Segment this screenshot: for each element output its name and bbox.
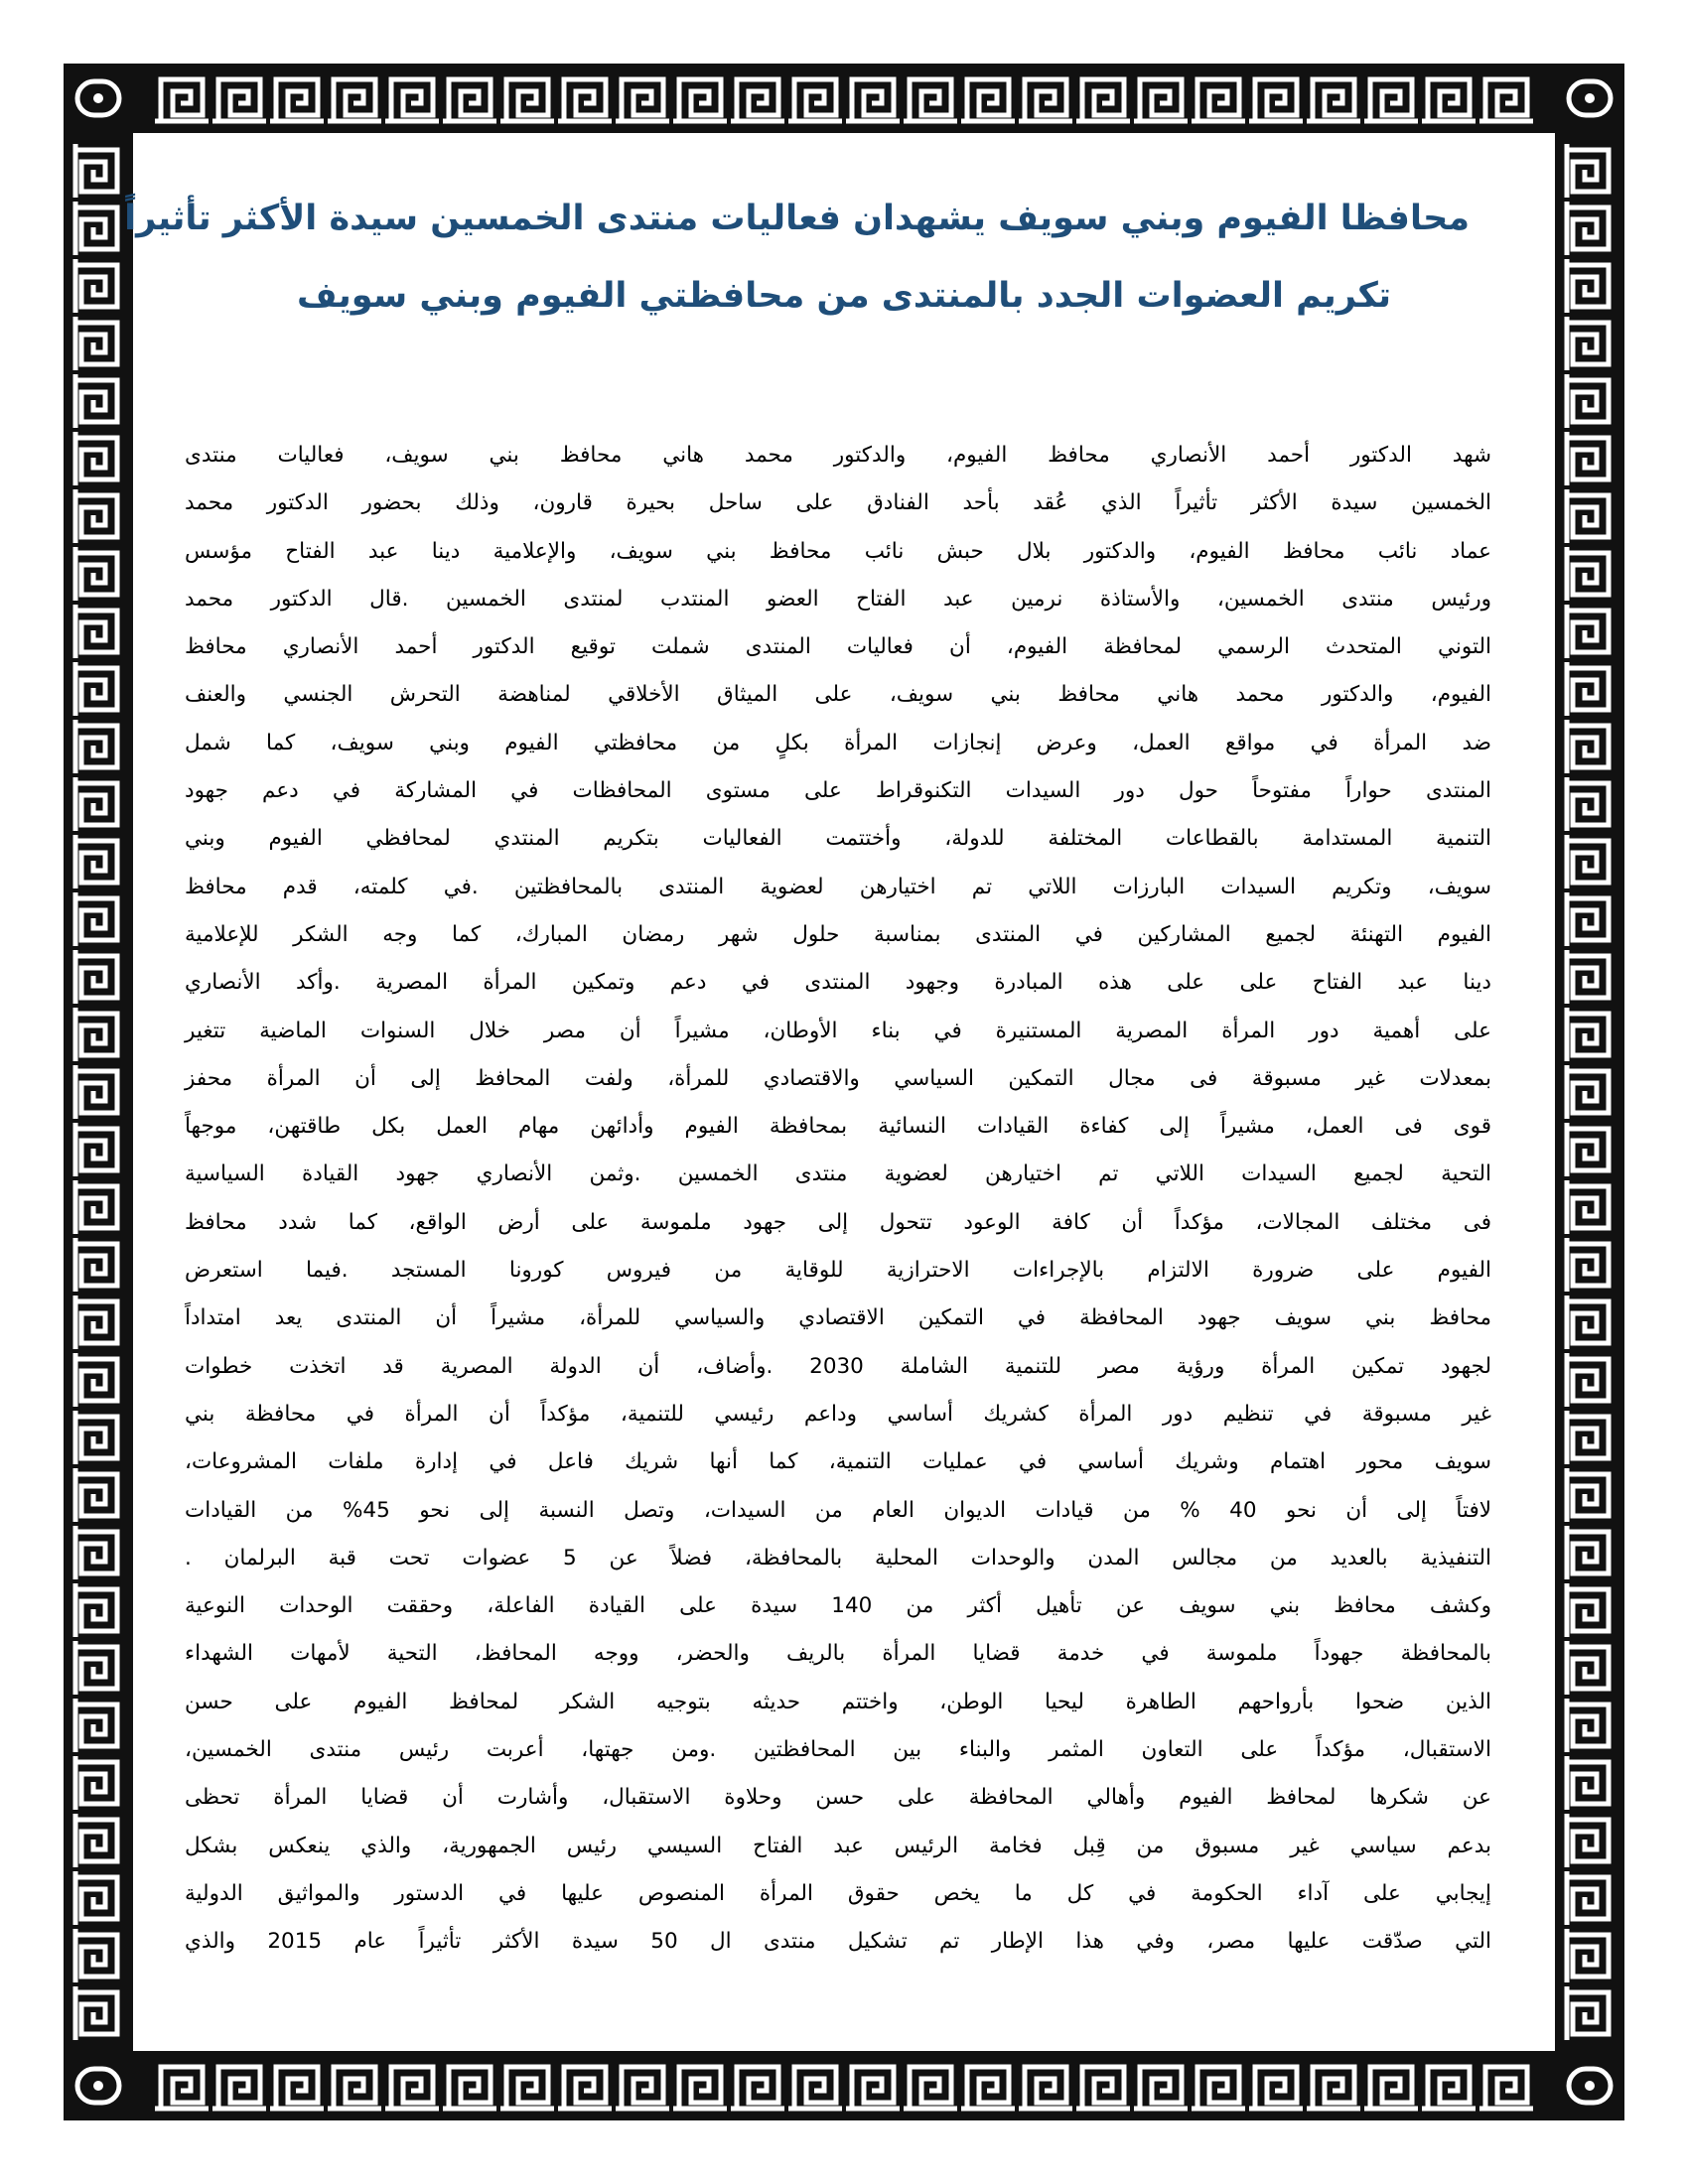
greek-key-tile-icon [443,79,496,121]
greek-key-tile-icon [1192,79,1245,121]
body-line: سويف، وتكريم السيدات البارزات اللاتي تم اختيارهن لعضوية المنتدى بالمحافظتين .في كلمته، قدم محافظ [185,874,1491,899]
greek-key-tile-icon [1567,1296,1609,1349]
body-line: بدعم سياسي غير مسبوق من قِبل فخامة الرئيس عبد الفتاح السيسي رئيس الجمهورية، والذي ينعكس بشكل [185,1833,1491,1858]
body-line: التوني المتحدث الرسمي لمحافظة الفيوم، أن فعاليات المنتدى شملت توقيع الدكتور أحمد الأنصاري محافظ [185,634,1491,660]
greek-key-tile-icon [75,950,117,1004]
greek-key-tile-icon [1567,835,1609,888]
body-line: دينا عبد الفتاح على على هذه المبادرة وجهود المنتدى في دعم وتمكين المرأة المصرية .وأكد الأنصاري [185,970,1491,996]
greek-key-tile-icon [500,2067,554,2109]
body-line: لجهود تمكين المرأة ورؤية مصر للتنمية الشاملة 2030 .وأضاف، أن الدولة المصرية قد اتخذت خطوات [185,1353,1491,1379]
greek-key-tile-icon [1567,1814,1609,1867]
greek-key-tile-icon [75,1008,117,1061]
body-line: الذين ضحوا بأرواحهم الطاهرة ليحيا الوطن، واختتم حديثه بتوجيه الشكر لمحافظ الفيوم على حسن [185,1689,1491,1714]
greek-key-tile-icon [1134,79,1188,121]
body-line: ضد المرأة في مواقع العمل، وعرض إنجازات المرأة بكلٍ من محافظتي الفيوم وبني سويف، كما شمل [185,730,1491,755]
article-body [185,432,1491,1967]
subheadline: تكريم العضوات الجدد بالمنتدى من محافظتي الفيوم وبني سويف [296,276,1392,316]
corner-ornament-icon [1555,2051,1624,2120]
greek-key-border-bottom [153,2057,1535,2115]
greek-key-tile-icon [1567,144,1609,198]
greek-key-tile-icon [75,259,117,313]
greek-key-tile-icon [904,79,957,121]
greek-key-tile-icon [75,374,117,428]
corner-ornament-icon [64,2051,133,2120]
greek-key-tile-icon [155,2067,209,2109]
body-line: لافتاً إلى أن نحو 40 % من قيادات الديوان العام من السيدات، وتصل النسبة إلى نحو 45% من القيادات [185,1497,1491,1523]
greek-key-tile-icon [904,2067,957,2109]
greek-key-tile-icon [846,2067,900,2109]
greek-key-tile-icon [75,1583,117,1637]
greek-key-tile-icon [1019,79,1072,121]
body-line: على أهمية دور المرأة المصرية المستنيرة في بناء الأوطان، مشيراً أن مصر خلال السنوات الماضية تتغير [185,1018,1491,1043]
greek-key-tile-icon [75,1065,117,1119]
greek-key-tile-icon [1076,79,1130,121]
body-line: ورئيس منتدى الخمسين، والأستاذة نرمين عبد الفتاح العضو المنتدب لمنتدى الخمسين .قال الدكتور محمد [185,586,1491,612]
body-line: فى مختلف المجالات، مؤكداً أن كافة الوعود تتحول إلى جهود ملموسة على أرض الواقع، كما شدد محافظ [185,1209,1491,1235]
greek-key-tile-icon [1567,1468,1609,1522]
body-line: غير مسبوقة في تنظيم دور المرأة كشريك أساسي وداعم رئيسي للتنمية، مؤكداً أن المرأة في محافظة بني [185,1401,1491,1427]
greek-key-tile-icon [1567,1871,1609,1925]
greek-key-tile-icon [75,1986,117,2040]
greek-key-tile-icon [75,1929,117,1982]
body-line: سويف محور اهتمام وشريك أساسي في عمليات التنمية، كما أنها شريك فاعل في إدارة ملفات المشروعات، [185,1449,1491,1475]
greek-key-tile-icon [1567,1180,1609,1234]
greek-key-tile-icon [75,1411,117,1464]
greek-key-tile-icon [1567,1008,1609,1061]
greek-key-tile-icon [1567,720,1609,773]
greek-key-tile-icon [1567,1929,1609,1982]
greek-key-tile-icon [75,1641,117,1695]
body-line: بالمحافظة جهوداً ملموسة في خدمة قضايا المرأة بالريف والحضر، ووجه المحافظ، التحية لأمهات الشهداء [185,1641,1491,1667]
greek-key-tile-icon [443,2067,496,2109]
greek-key-tile-icon [961,2067,1015,2109]
body-line: عماد نائب محافظ الفيوم، والدكتور بلال حبش نائب محافظ بني سويف، والإعلامية دينا عبد الفتاح مؤسس [185,538,1491,564]
greek-key-tile-icon [385,2067,439,2109]
greek-key-tile-icon [1567,1065,1609,1119]
greek-key-tile-icon [75,489,117,543]
body-line: وكشف محافظ بني سويف عن تأهيل أكثر من 140 سيدة على القيادة الفاعلة، وحققت الوحدات النوعية [185,1593,1491,1619]
greek-key-tile-icon [75,720,117,773]
body-line: محافظ بني سويف جهود المحافظة في التمكين الاقتصادي والسياسي للمرأة، مشيراً أن المنتدى يعد امتداداً [185,1305,1491,1331]
greek-key-tile-icon [212,79,266,121]
body-line: التنفيذية بالعديد من مجالس المدن والوحدات المحلية بالمحافظة، فضلاً عن 5 عضوات تحت قبة البرلمان . [185,1545,1491,1570]
body-line: التي صدّقت عليها مصر، وفي هذا الإطار تم تشكيل منتدى ال 50 سيدة الأكثر تأثيراً عام 2015 والذي [185,1929,1492,1955]
greek-key-tile-icon [328,2067,381,2109]
greek-key-tile-icon [75,144,117,198]
corner-ornament-icon [64,64,133,133]
greek-key-tile-icon [673,2067,727,2109]
greek-key-tile-icon [270,79,324,121]
greek-key-tile-icon [1192,2067,1245,2109]
greek-key-tile-icon [1307,2067,1360,2109]
greek-key-tile-icon [75,1296,117,1349]
body-line: المنتدى حواراً مفتوحاً حول دور السيدات التكنوقراط على مستوى المحافظات في المشاركة في دعم جهود [185,778,1491,804]
greek-key-tile-icon [75,547,117,601]
greek-key-tile-icon [1567,317,1609,370]
greek-key-tile-icon [75,777,117,831]
greek-key-tile-icon [75,317,117,370]
greek-key-tile-icon [75,892,117,946]
greek-key-tile-icon [1567,1238,1609,1292]
greek-key-tile-icon [75,1699,117,1752]
greek-key-tile-icon [788,79,842,121]
greek-key-tile-icon [731,2067,784,2109]
greek-key-tile-icon [212,2067,266,2109]
greek-key-tile-icon [75,1238,117,1292]
greek-key-tile-icon [75,1468,117,1522]
greek-key-border-left [70,142,127,2042]
greek-key-tile-icon [1567,950,1609,1004]
greek-key-tile-icon [1479,2067,1533,2109]
greek-key-tile-icon [558,2067,612,2109]
greek-key-tile-icon [1249,79,1303,121]
body-line: التحية لجميع السيدات اللاتي تم اختيارهن لعضوية منتدى الخمسين .وثمن الأنصاري جهود القيادة السياسية [185,1161,1491,1187]
greek-key-tile-icon [1567,1986,1609,2040]
greek-key-tile-icon [673,79,727,121]
greek-key-tile-icon [1567,1411,1609,1464]
body-line: الاستقبال، مؤكداً على التعاون المثمر والبناء بين المحافظتين .ومن جهتها، أعربت رئيس منتدى الخمسين، [185,1737,1491,1763]
greek-key-tile-icon [1567,1526,1609,1579]
body-line: شهد الدكتور أحمد الأنصاري محافظ الفيوم، والدكتور محمد هاني محافظ بني سويف، فعاليات منتدى [185,443,1491,468]
greek-key-tile-icon [1249,2067,1303,2109]
greek-key-tile-icon [1019,2067,1072,2109]
greek-key-tile-icon [1567,892,1609,946]
greek-key-tile-icon [788,2067,842,2109]
greek-key-tile-icon [1364,79,1418,121]
greek-key-tile-icon [75,202,117,255]
greek-key-tile-icon [500,79,554,121]
greek-key-tile-icon [75,1756,117,1810]
greek-key-tile-icon [75,1123,117,1176]
corner-ornament-icon [1555,64,1624,133]
greek-key-tile-icon [75,432,117,485]
body-line: الخمسين سيدة الأكثر تأثيراً الذي عُقد بأحد الفنادق على ساحل بحيرة قارون، وذلك بحضور الدكتور محمد [185,490,1491,516]
greek-key-tile-icon [75,1871,117,1925]
greek-key-tile-icon [1567,202,1609,255]
body-line: عن شكرها لمحافظ الفيوم وأهالي المحافظة على حسن وحلاوة الاستقبال، وأشارت أن قضايا المرأة تحظى [185,1785,1491,1811]
greek-key-tile-icon [1567,547,1609,601]
body-line: إيجابي على آداء الحكومة في كل ما يخص حقوق المرأة المنصوص عليها في الدستور والمواثيق الدولية [185,1880,1491,1906]
greek-key-tile-icon [1567,1756,1609,1810]
headline: محافظا الفيوم وبني سويف يشهدان فعاليات منتدى الخمسين سيدة الأكثر تأثيراً [124,199,1470,238]
body-line: بمعدلات غير مسبوقة فى مجال التمكين السياسي والاقتصادي للمرأة، ولفت المحافظ إلى أن المرأة محفز [185,1065,1491,1091]
body-line: قوى فى العمل، مشيراً إلى كفاءة القيادات النسائية بمحافظة الفيوم وأدائهن مهام العمل بكل طاقتهن، موجهاً [185,1114,1491,1140]
greek-key-tile-icon [1567,1583,1609,1637]
body-line: التنمية المستدامة بالقطاعات المختلفة للدولة، وأختتمت الفعاليات بتكريم المنتدي لمحافظي الفيوم وبني [185,826,1491,852]
greek-key-tile-icon [1479,79,1533,121]
body-line: الفيوم التهنئة لجميع المشاركين في المنتدى بمناسبة حلول شهر رمضان المبارك، كما وجه الشكر للإعلامية [185,921,1491,947]
greek-key-tile-icon [1364,2067,1418,2109]
greek-key-tile-icon [1134,2067,1188,2109]
greek-key-border-right [1561,142,1618,2042]
body-line: الفيوم على ضرورة الالتزام بالإجراءات الاحترازية للوقاية من فيروس كورونا المستجد .فيما استعرض [185,1258,1491,1284]
greek-key-tile-icon [1567,489,1609,543]
greek-key-tile-icon [1076,2067,1130,2109]
greek-key-tile-icon [75,1526,117,1579]
greek-key-tile-icon [1567,605,1609,658]
greek-key-tile-icon [385,79,439,121]
greek-key-tile-icon [1307,79,1360,121]
greek-key-tile-icon [75,605,117,658]
greek-key-tile-icon [75,1180,117,1234]
body-line: الفيوم، والدكتور محمد هاني محافظ بني سويف، على الميثاق الأخلاقي لمناهضة التحرش الجنسي والعنف [185,682,1491,708]
greek-key-tile-icon [961,79,1015,121]
greek-key-tile-icon [1567,259,1609,313]
greek-key-tile-icon [1567,1353,1609,1407]
greek-key-tile-icon [558,79,612,121]
greek-key-tile-icon [1422,2067,1476,2109]
greek-key-tile-icon [1567,374,1609,428]
greek-key-tile-icon [616,2067,669,2109]
greek-key-tile-icon [1567,1699,1609,1752]
greek-key-tile-icon [75,835,117,888]
greek-key-tile-icon [1567,662,1609,716]
greek-key-border-top [153,69,1535,127]
greek-key-tile-icon [328,79,381,121]
greek-key-tile-icon [1422,79,1476,121]
greek-key-tile-icon [731,79,784,121]
greek-key-tile-icon [75,1814,117,1867]
greek-key-tile-icon [75,662,117,716]
greek-key-tile-icon [616,79,669,121]
greek-key-tile-icon [270,2067,324,2109]
greek-key-tile-icon [846,79,900,121]
greek-key-tile-icon [1567,777,1609,831]
greek-key-tile-icon [75,1353,117,1407]
greek-key-tile-icon [1567,432,1609,485]
greek-key-tile-icon [155,79,209,121]
greek-key-tile-icon [1567,1641,1609,1695]
greek-key-tile-icon [1567,1123,1609,1176]
